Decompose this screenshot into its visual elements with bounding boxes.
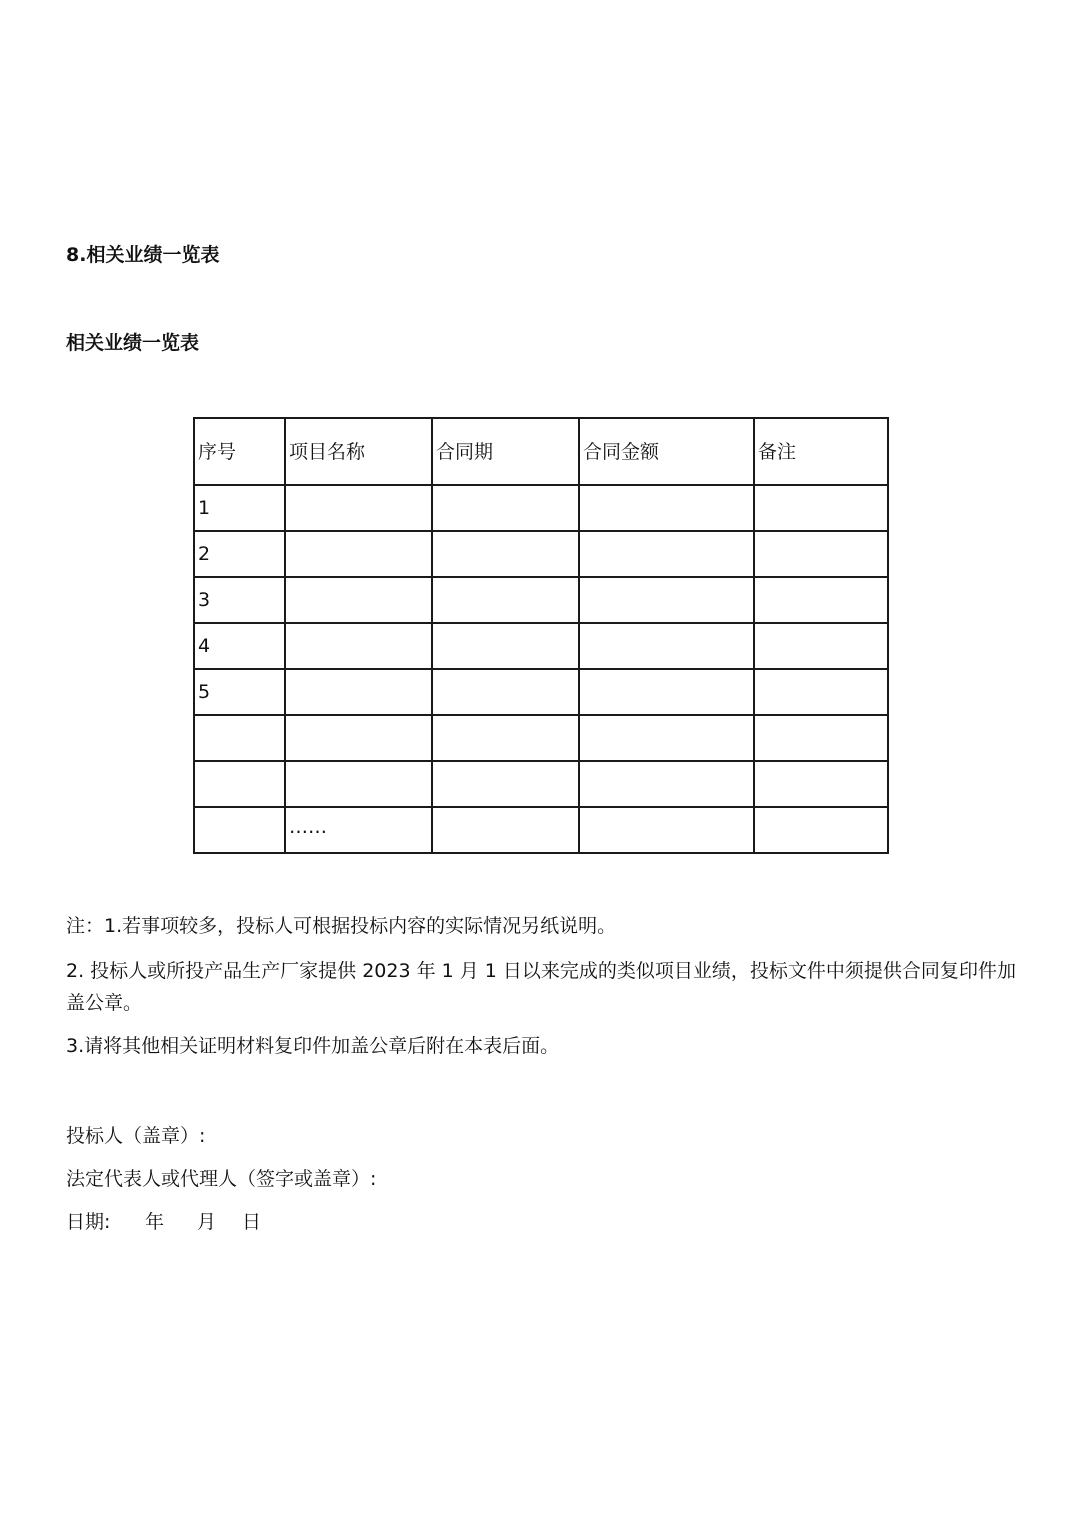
cell-index: 3 [194,577,285,623]
cell-contract-amount [579,485,754,531]
cell-contract-period [432,577,579,623]
bidder-seal-label: 投标人（盖章）: [66,1125,206,1147]
cell-remarks [754,531,888,577]
header-index: 序号 [194,418,285,485]
cell-contract-amount [579,577,754,623]
table-row [194,761,888,807]
cell-index [194,807,285,853]
cell-contract-amount [579,669,754,715]
representative-signature-label: 法定代表人或代理人（签字或盖章）: [66,1168,377,1190]
cell-contract-amount [579,761,754,807]
cell-remarks [754,715,888,761]
cell-project-name [285,577,432,623]
cell-contract-period [432,623,579,669]
cell-contract-amount [579,531,754,577]
cell-contract-period [432,761,579,807]
cell-contract-amount [579,807,754,853]
note-2: 2. 投标人或所投产品生产厂家提供 2023 年 1 月 1 日以来完成的类似项目业绩，投标文件中须提供合同复印件加盖公章。 [66,960,1016,1014]
cell-contract-period [432,485,579,531]
cell-remarks [754,807,888,853]
table-row [194,807,888,853]
cell-project-name: …… [285,807,432,853]
table-row [194,623,888,669]
cell-remarks [754,761,888,807]
section-title: 8.相关业绩一览表 [66,244,220,266]
note-1: 注：1.若事项较多，投标人可根据投标内容的实际情况另纸说明。 [66,915,617,937]
table-title: 相关业绩一览表 [66,332,200,354]
header-contract-amount: 合同金额 [579,418,754,485]
cell-index: 4 [194,623,285,669]
date-month-label: 月 [197,1211,217,1233]
cell-contract-period [432,807,579,853]
cell-contract-period [432,669,579,715]
header-project-name: 项目名称 [285,418,432,485]
date-label: 日期: [66,1211,111,1233]
cell-index: 1 [194,485,285,531]
cell-project-name [285,669,432,715]
cell-index: 2 [194,531,285,577]
table-header-row [194,418,888,485]
date-day-label: 日 [242,1211,262,1233]
cell-contract-amount [579,715,754,761]
cell-contract-period [432,715,579,761]
cell-index [194,761,285,807]
table-row [194,669,888,715]
cell-remarks [754,577,888,623]
cell-project-name [285,715,432,761]
table-row [194,531,888,577]
header-remarks: 备注 [754,418,888,485]
date-line [66,1207,261,1234]
cell-project-name [285,485,432,531]
cell-remarks [754,669,888,715]
cell-index [194,715,285,761]
table-row [194,485,888,531]
cell-project-name [285,761,432,807]
cell-project-name [285,623,432,669]
cell-contract-period [432,531,579,577]
performance-table [193,417,889,854]
note-3: 3.请将其他相关证明材料复印件加盖公章后附在本表后面。 [66,1035,560,1057]
cell-index: 5 [194,669,285,715]
table-row [194,577,888,623]
header-contract-period: 合同期 [432,418,579,485]
date-year-label: 年 [145,1211,165,1233]
cell-contract-amount [579,623,754,669]
table-row [194,715,888,761]
cell-remarks [754,623,888,669]
cell-project-name [285,531,432,577]
cell-remarks [754,485,888,531]
